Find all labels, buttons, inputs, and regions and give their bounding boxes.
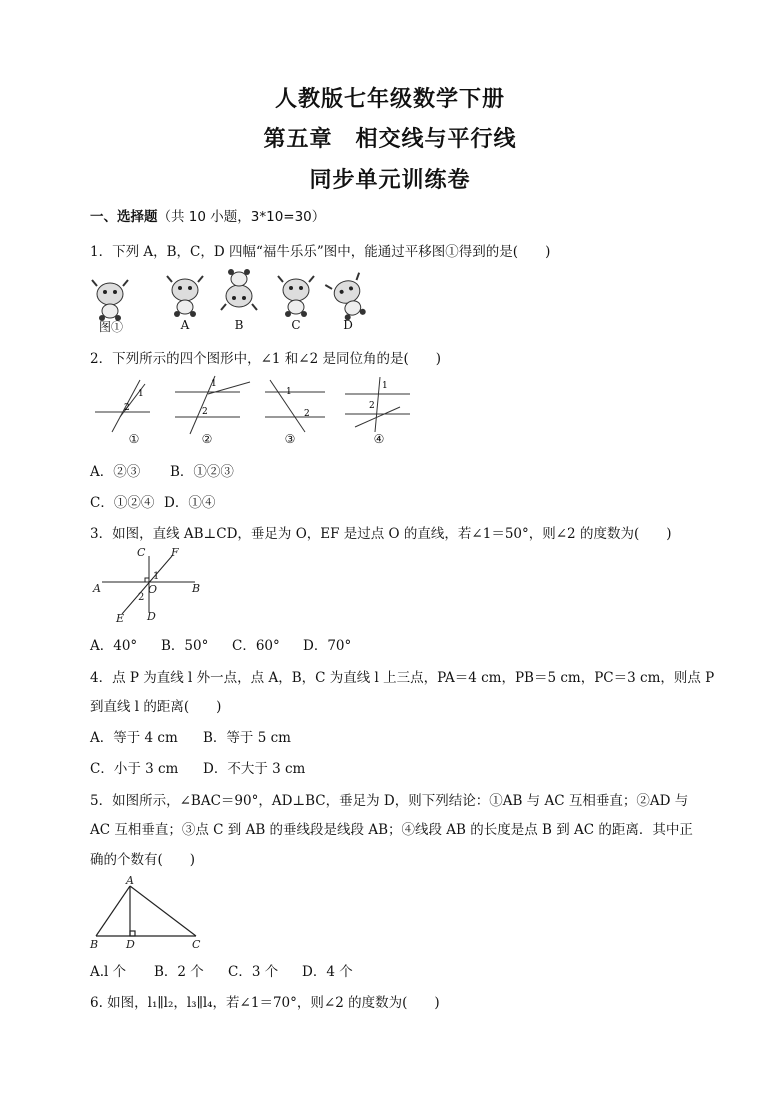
point-e-label: E <box>116 612 125 625</box>
q5-option-a[interactable]: A.l 个 <box>90 964 127 980</box>
question-2-options-row2 <box>90 491 215 511</box>
segment-ab <box>96 886 130 936</box>
point-b-label: B <box>192 582 201 595</box>
figure-d-label: D <box>343 318 353 332</box>
question-5-stem-line3: 确的个数有( ) <box>90 852 196 868</box>
question-4-options-row1 <box>90 726 291 746</box>
chapter-title: 第五章 相交线与平行线 <box>263 127 517 152</box>
figure-a-label: A <box>180 318 190 332</box>
q4-option-d[interactable]: D．不大于 3 cm <box>203 761 306 777</box>
question-5-figure <box>88 874 208 950</box>
question-5-stem-line2: AC 互相垂直；③点 C 到 AB 的垂线段是线段 AB；④线段 AB 的长度是点 B 到 AC 的距离．其中正 <box>90 822 693 838</box>
q2-fig-label-3: ③ <box>284 432 296 446</box>
figure-b-label: B <box>234 318 244 332</box>
question-2-options-row1 <box>90 460 234 480</box>
line-ef <box>122 556 172 614</box>
question-3-figure <box>92 544 212 626</box>
section-heading <box>90 205 325 225</box>
worksheet-subtitle: 同步单元训练卷 <box>309 168 471 193</box>
q2-fig1-angle-1: 1 <box>138 389 144 399</box>
point-c-label: C <box>192 938 201 950</box>
point-c-label: C <box>137 546 146 559</box>
q2-option-c[interactable]: C．①②④ <box>90 495 155 511</box>
q2-option-b[interactable]: B．①②③ <box>170 464 234 480</box>
q2-fig4-angle-2: 2 <box>369 401 375 411</box>
question-4-options-row2 <box>90 757 305 777</box>
point-b-label: B <box>90 938 99 950</box>
cow-figure-b <box>221 269 257 310</box>
cow-figure-d <box>325 273 373 324</box>
question-5-options <box>90 960 353 980</box>
q5-option-c[interactable]: C．3 个 <box>228 964 279 980</box>
point-o-label: O <box>148 583 158 596</box>
q2-fig-label-1: ① <box>128 432 140 446</box>
q2-figure-3 <box>265 380 325 432</box>
point-d-label: D <box>147 610 156 623</box>
q2-option-d[interactable]: D．①④ <box>164 495 216 511</box>
question-1-stem: 1．下列 A，B，C，D 四幅“福牛乐乐”图中，能通过平移图①得到的是( ) <box>90 244 551 260</box>
figure-c-label: C <box>291 318 301 332</box>
point-a-label: A <box>93 582 101 595</box>
question-3-options <box>90 634 351 654</box>
q2-fig3-angle-2: 2 <box>304 409 310 419</box>
q2-fig1-angle-2: 2 <box>124 403 130 413</box>
q2-fig3-angle-1: 1 <box>286 387 292 397</box>
q5-option-b[interactable]: B．2 个 <box>154 964 204 980</box>
figure-1-label: 图① <box>98 320 123 334</box>
point-f-label: F <box>171 546 179 559</box>
question-5-stem-line1: 5．如图所示，∠BAC＝90°，AD⊥BC，垂足为 D，则下列结论：①AB 与 AC 互相垂直；②AD 与 <box>90 793 689 809</box>
cow-figure-c <box>278 276 314 317</box>
q4-option-b[interactable]: B．等于 5 cm <box>203 730 291 746</box>
q3-option-d[interactable]: D．70° <box>303 638 352 654</box>
question-3-stem: 3．如图，直线 AB⊥CD，垂足为 O，EF 是过点 O 的直线，若∠1＝50°，则∠2 的度数为( ) <box>90 526 672 542</box>
q2-figure-4 <box>345 377 410 432</box>
q2-figure-1 <box>95 380 150 432</box>
question-6-stem: 6. 如图，l₁∥l₂，l₃∥l₄，若∠1＝70°，则∠2 的度数为( ) <box>90 995 440 1011</box>
section-note: （共 10 小题，3*10=30） <box>157 209 326 225</box>
segment-ac <box>130 886 196 936</box>
angle-2-label: 2 <box>138 592 145 603</box>
cow-figure-a <box>167 276 203 317</box>
section-title: 一、选择题 <box>90 209 158 225</box>
q2-fig2-angle-2: 2 <box>202 407 208 417</box>
q3-option-a[interactable]: A．40° <box>90 638 138 654</box>
q2-fig2-angle-1: 1 <box>211 379 217 389</box>
cow-figure-original <box>92 280 128 321</box>
q2-fig4-angle-1: 1 <box>382 381 388 391</box>
question-2-stem: 2．下列所示的四个图形中，∠1 和∠2 是同位角的是( ) <box>90 351 442 367</box>
point-d-label: D <box>126 938 135 950</box>
q5-option-d[interactable]: D．4 个 <box>302 964 353 980</box>
document-title: 人教版七年级数学下册 <box>274 87 505 112</box>
angle-1-label: 1 <box>153 571 160 582</box>
point-a-label: A <box>126 874 134 887</box>
q2-option-a[interactable]: A．②③ <box>90 464 141 480</box>
q3-option-b[interactable]: B．50° <box>161 638 209 654</box>
q4-option-c[interactable]: C．小于 3 cm <box>90 761 179 777</box>
q2-fig-label-2: ② <box>201 432 213 446</box>
q2-fig-label-4: ④ <box>373 432 385 446</box>
q3-option-c[interactable]: C．60° <box>232 638 280 654</box>
question-4-stem-line1: 4．点 P 为直线 l 外一点，点 A，B，C 为直线 l 上三点，PA＝4 cm，PB＝5 cm，PC＝3 cm，则点 P <box>90 670 715 686</box>
question-4-stem-line2: 到直线 l 的距离( ) <box>90 699 222 715</box>
q4-option-a[interactable]: A．等于 4 cm <box>90 730 178 746</box>
